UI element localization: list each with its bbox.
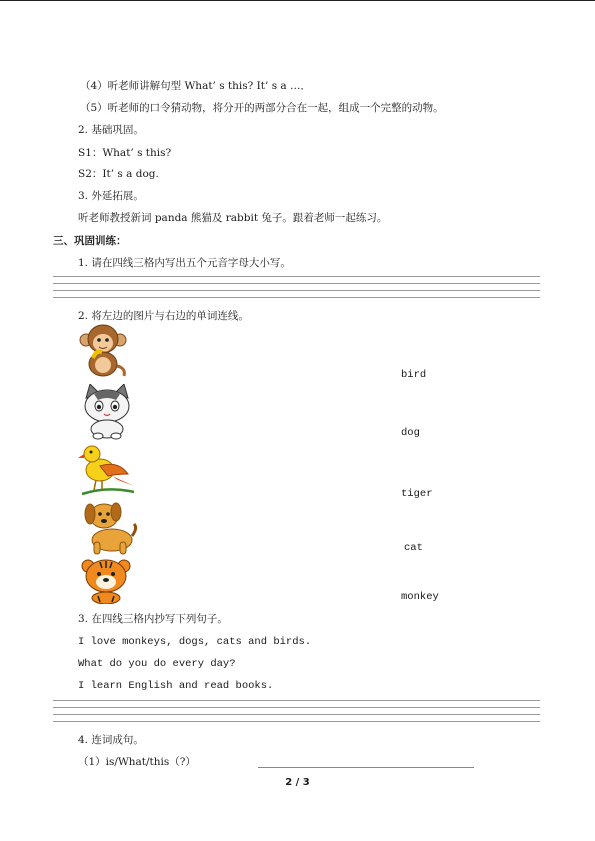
extension-text: 听老师教授新词 panda 熊猫及 rabbit 兔子。跟着老师一起练习。 [78, 212, 388, 224]
dialogue-s2: S2：It’ s a dog. [78, 168, 159, 180]
section-3-heading: 三、巩固训练： [53, 235, 127, 247]
question-1: 1. 请在四线三格内写出五个元音字母大小写。 [78, 257, 291, 269]
header-rule [0, 0, 595, 1]
word-option[interactable]: cat [404, 542, 423, 554]
tiger-picture [80, 556, 132, 607]
answer-line[interactable] [258, 767, 474, 768]
monkey-picture [78, 322, 128, 381]
cat-picture [78, 384, 136, 443]
step-5-text: （5）听老师的口令猜动物，将分开的两部分合在一起，组成一个完整的动物。 [80, 102, 444, 114]
bird-picture [78, 440, 136, 501]
writing-lines-1[interactable] [53, 276, 540, 304]
writing-lines-3[interactable] [53, 700, 540, 728]
dialogue-s1: S1：What’ s this? [78, 147, 172, 159]
extension-heading: 3. 外延拓展。 [78, 190, 144, 202]
question-2: 2. 将左边的图片与右边的单词连线。 [78, 310, 249, 322]
step-4-text: （4）听老师讲解句型 What’ s this? It’ s a …． [80, 80, 312, 92]
question-4-item-1: （1）is/What/this（?） [78, 756, 196, 768]
copy-sentence-2: What do you do every day? [78, 658, 236, 670]
word-option[interactable]: bird [401, 369, 427, 381]
copy-sentence-3: I learn English and read books. [78, 680, 274, 692]
basic-consolidation-heading: 2. 基础巩固。 [78, 124, 144, 136]
word-option[interactable]: tiger [401, 488, 433, 500]
word-option[interactable]: dog [401, 427, 420, 439]
dog-picture [80, 500, 138, 559]
word-option[interactable]: monkey [401, 591, 439, 603]
question-4: 4. 连词成句。 [78, 734, 144, 746]
question-3: 3. 在四线三格内抄写下列句子。 [78, 613, 228, 625]
copy-sentence-1: I love monkeys, dogs, cats and birds. [78, 636, 312, 648]
page-number: 2 / 3 [285, 777, 310, 788]
